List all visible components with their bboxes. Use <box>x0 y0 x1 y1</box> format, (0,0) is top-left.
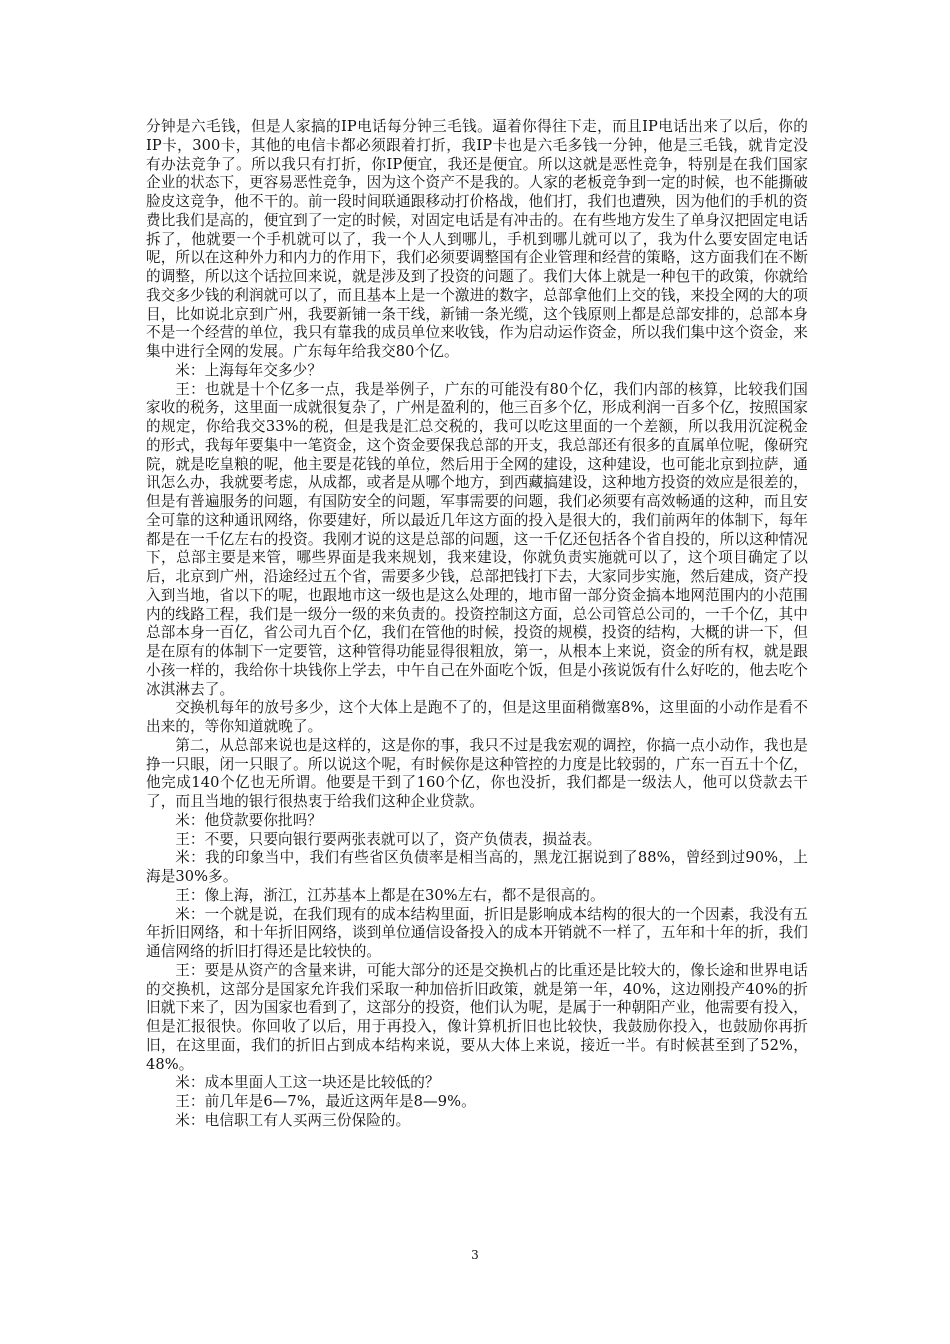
paragraph: 米：一个就是说，在我们现有的成本结构里面，折旧是影响成本结构的很大的一个因素，我没有五年折旧网络，和十年折旧网络，谈到单位通信设备投入的成本开销就不一样了，五年和十年的折，我们通信网络的折旧打得还是比较快的。 <box>146 905 808 960</box>
paragraph: 交换机每年的放号多少，这个大体上是跑不了的，但是这里面稍微塞8%，这里面的小动作是看不出来的，等你知道就晚了。 <box>146 699 808 735</box>
paragraph: 王：像上海，浙江，江苏基本上都是在30%左右，都不是很高的。 <box>175 886 605 904</box>
paragraph: 王：要是从资产的含量来讲，可能大部分的还是交换机占的比重还是比较大的，像长途和世界电话的交换机，这部分是国家允许我们采取一种加倍折旧政策，就是第一年，40%，这边刚投产40%的折旧就下来了，因为国家也看到了，这部分的投资，他们认为呢，是属于一种朝阳产业，他需要有投入，但是汇报很快。你回收了以后，用于再投入，像计算机折旧也比较快，我鼓励你投入，也鼓励你再折旧，在这里面，我们的折旧占到成本结构来说，要从大体上来说，接近一半。有时候甚至到了52%，48%。 <box>146 961 808 1073</box>
paragraph: 米：我的印象当中，我们有些省区负债率是相当高的，黑龙江据说到了88%，曾经到过90%，上海是30%多。 <box>146 849 808 885</box>
paragraph: 米：他贷款要你批吗？ <box>175 811 323 829</box>
document-body <box>146 118 808 1131</box>
page-number: 3 <box>471 1248 479 1262</box>
paragraph: 分钟是六毛钱，但是人家搞的IP电话每分钟三毛钱。逼着你得往下走，而且IP电话出来了以后，你的IP卡，300卡，其他的电信卡都必须跟着打折，我IP卡也是六毛多钱一分钟，他是三毛钱，就肯定没有办法竞争了。所以我只有打折，你IP便宜，我还是便宜。所以这就是恶性竞争，特别是在我们国家企业的状态下，更容易恶性竞争，因为这个资产不是我的。人家的老板竞争到一定的时候，也不能撕破脸皮这竞争，他不干的。前一段时间联通跟移动打价格战，他们打，我们也遭殃，因为他们的手机的资费比我们是高的，便宜到了一定的时候，对固定电话是有冲击的。在有些地方发生了单身汉把固定电话拆了，他就要一个手机就可以了，我一个人人到哪儿，手机到哪儿就可以了，我为什么要安固定电话呢，所以在这种外力和内力的作用下，我们必须要调整国有企业管理和经营的策略，这方面我们在不断的调整，所以这个话拉回来说，就是涉及到了投资的问题了。我们大体上就是一种包干的政策，你就给我交多少钱的利润就可以了，而且基本上是一个激进的数字，总部拿他们上交的钱，来投全网的大的项目，比如说北京到广州，我要新铺一条干线，新铺一条光缆，这个钱原则上都是总部安排的，总部本身不是一个经营的单位，我只有靠我的成员单位来收钱，作为启动运作资金，所以我们集中这个资金，来集中进行全网的发展。广东每年给我交80个亿。 <box>146 118 808 360</box>
paragraph: 米：上海每年交多少？ <box>175 361 323 379</box>
paragraph: 第二，从总部来说也是这样的，这是你的事，我只不过是我宏观的调控，你搞一点小动作，我也是挣一只眼，闭一只眼了。所以说这个呢，有时候你是这种管控的力度是比较弱的，广东一百五十个亿，他完成140个亿也无所谓。他要是干到了160个亿，你也没折，我们都是一级法人，他可以贷款去干了，而且当地的银行很热衷于给我们这种企业贷款。 <box>146 736 808 810</box>
paragraph: 王：前几年是6—7%，最近这两年是8—9%。 <box>175 1093 476 1110</box>
paragraph: 王：也就是十个亿多一点，我是举例子，广东的可能没有80个亿，我们内部的核算，比较我们国家收的税务，这里面一成就很复杂了，广州是盈利的，他三百多个亿，形成利润一百多个亿，按照国家的规定，你给我交33%的税，但是我是汇总交税的，我可以吃这里面的一个差额，所以我用沉淀税金的形式，我每年要集中一笔资金，这个资金要保我总部的开支，我总部还有很多的直属单位呢，像研究院，就是吃皇粮的呢，他主要是花钱的单位，然后用于全网的建设，这种建设，也可能北京到拉萨，通讯怎么办，我就要考虑，从成都，或者是从哪个地方，到西藏搞建设，这种地方投资的效应是很差的，但是有普遍服务的问题，有国防安全的问题，军事需要的问题，我们必须要有高效畅通的这种，而且安全可靠的这种通讯网络，你要建好，所以最近几年这方面的投入是很大的，我们前两年的体制下，每年都是在一千亿左右的投资。我刚才说的这是总部的问题，这一千亿还包括各个省自投的，所以这种情况下，总部主要是来管，哪些界面是我来规划，我来建设，你就负责实施就可以了，这个项目确定了以后，北京到广州，沿途经过五个省，需要多少钱，总部把钱打下去，大家同步实施，然后建成，资产投入到当地，省以下的呢，也跟地市这一级也是这么处理的，地市留一部分资金搞本地网范围内的小范围内的线路工程，我们是一级分一级的来负责的。投资控制这方面，总公司管总公司的，一千个亿，其中总部本身一百亿，省公司九百个亿，我们在管他的时候，投资的规模，投资的结构，大概的讲一下，但是在原有的体制下一定要管，这种管得功能显得很粗放，第一，从根本上来说，资金的所有权，就是跟小孩一样的，我给你十块钱你上学去，中午自己在外面吃个饭，但是小孩说饭有什么好吃的，他去吃个冰淇淋去了。 <box>146 380 808 698</box>
paragraph: 米：电信职工有人买两三份保险的。 <box>175 1111 411 1129</box>
paragraph: 王：不要，只要向银行要两张表就可以了，资产负债表，损益表。 <box>175 830 602 848</box>
paragraph: 米：成本里面人工这一块还是比较低的？ <box>175 1074 440 1092</box>
